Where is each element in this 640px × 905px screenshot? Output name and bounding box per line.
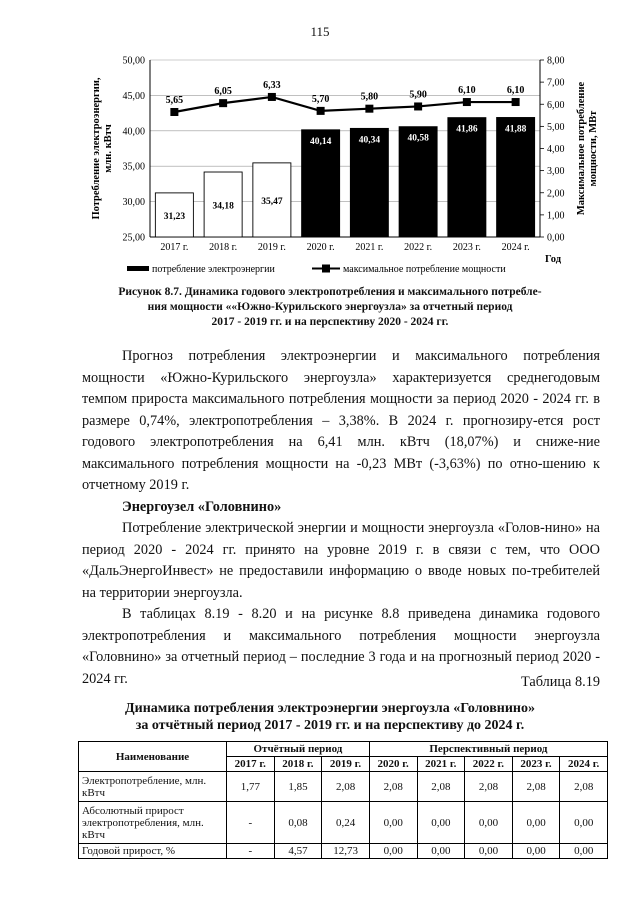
- y-left-tick-label: 45,00: [122, 90, 145, 102]
- y-right-tick-label: 8,00: [547, 55, 565, 67]
- table-cell: 0,00: [512, 802, 560, 844]
- table-cell: 0,00: [465, 844, 513, 859]
- bar-value-label: 40,58: [407, 133, 429, 144]
- y-right-tick-label: 1,00: [547, 210, 565, 222]
- table-title: [60, 700, 600, 734]
- table-cell: 0,00: [465, 802, 513, 844]
- line-value-label: 6,33: [263, 79, 281, 91]
- y-right-tick-label: 0,00: [547, 232, 565, 244]
- line-value-label: 6,10: [458, 85, 476, 97]
- table-cell: 0,24: [322, 802, 370, 844]
- y-left-tick-label: 50,00: [122, 55, 145, 67]
- x-tick-label: 2018 г.: [209, 242, 238, 253]
- table-title-line-2: за отчётный период 2017 - 2019 гг. и на перспективу до 2024 г.: [135, 718, 525, 733]
- bar: [497, 117, 535, 237]
- row-name: Электропотребление, млн. кВтч: [79, 772, 227, 802]
- line-value-label: 6,10: [506, 85, 525, 97]
- table-label: Таблица 8.19: [520, 674, 600, 690]
- y-right-tick-label: 6,00: [547, 99, 565, 111]
- table-row: [79, 844, 608, 859]
- table-header-row: [79, 742, 608, 757]
- figure-caption: [60, 285, 600, 330]
- section-heading: Энергоузел «Головнино»: [122, 498, 282, 515]
- table-cell: 0,08: [274, 802, 322, 844]
- bar-value-label: 40,34: [358, 135, 381, 146]
- power-marker: [170, 108, 178, 116]
- table-title-line-1: Динамика потребления электроэнергии энергоузла «Головнино»: [125, 701, 535, 716]
- row-name: Годовой прирост, %: [79, 844, 227, 859]
- x-tick-label: 2023 г.: [452, 242, 481, 253]
- year-header: 2017 г.: [227, 757, 275, 772]
- table-cell: 4,57: [274, 844, 322, 859]
- line-value-label: 6,05: [214, 86, 232, 98]
- table-cell: 1,85: [274, 772, 322, 802]
- table-cell: 0,00: [417, 844, 465, 859]
- table-cell: 2,08: [417, 772, 465, 802]
- paragraph-golovnino: Потребление электрической энергии и мощности энергоузла «Голов-нино» на период 2020 - 2024 гг. принято на уровне 2019 г. в связи с тем, что ООО «ДальЭнергоИнвест» не предоставили информацию о вводе новых по-требителей на территории энергоузла.: [82, 520, 600, 601]
- bar-value-label: 34,18: [212, 201, 234, 212]
- power-marker: [365, 105, 373, 113]
- table-cell: 2,08: [512, 772, 560, 802]
- y-left-tick-label: 40,00: [122, 126, 145, 138]
- energy-chart: [0, 0, 640, 285]
- row-name: Абсолютный прирост электропотребления, млн. кВтч: [79, 802, 227, 844]
- consumption-table: [78, 741, 608, 859]
- caption-line-1: Рисунок 8.7. Динамика годового электропотребления и максимального потребле-: [118, 286, 542, 298]
- bar: [448, 118, 486, 237]
- line-value-label: 5,80: [360, 91, 379, 103]
- y-left-tick-label: 35,00: [122, 161, 145, 173]
- year-header: 2018 г.: [274, 757, 322, 772]
- table-cell: 2,08: [322, 772, 370, 802]
- table-row: [79, 772, 608, 802]
- table-cell: 0,00: [417, 802, 465, 844]
- x-tick-label: 2020 г.: [306, 242, 335, 253]
- y-left-axis-title-part: Потребление электроэнергии,: [91, 77, 102, 220]
- year-header: 2020 г.: [369, 757, 417, 772]
- year-header: 2024 г.: [560, 757, 608, 772]
- table-cell: -: [227, 802, 275, 844]
- bar-value-label: 41,86: [456, 124, 478, 135]
- bar-value-label: 41,88: [504, 124, 527, 135]
- caption-line-3: 2017 - 2019 гг. и на перспективу 2020 - 2024 гг.: [211, 316, 449, 328]
- y-left-tick-label: 25,00: [122, 232, 145, 244]
- legend-bar-swatch: [127, 266, 149, 271]
- table-cell: 2,08: [369, 772, 417, 802]
- y-left-axis-title-part: млн. кВтч: [103, 124, 114, 173]
- paragraph-tables: В таблицах 8.19 - 8.20 и на рисунке 8.8 приведена динамика годового электропотребления и максимального потребления мощности энергоузла «Головнино» за отчетный период – последние 3 года и на прогнозный период 2020 - 2024 гг.: [82, 606, 600, 687]
- bar-value-label: 35,47: [261, 196, 283, 207]
- table-cell: 2,08: [465, 772, 513, 802]
- x-tick-label: 2019 г.: [257, 242, 286, 253]
- y-right-tick-label: 4,00: [547, 144, 565, 155]
- y-right-tick-label: 5,00: [547, 121, 565, 133]
- year-header: 2023 г.: [512, 757, 560, 772]
- table-cell: 2,08: [560, 772, 608, 802]
- body-text: [82, 346, 600, 690]
- table-cell: 0,00: [369, 844, 417, 859]
- table-header-name: Наименование: [79, 742, 227, 772]
- legend-line-label: максимальное потребление мощности: [343, 264, 506, 275]
- year-header: 2021 г.: [417, 757, 465, 772]
- table-row: [79, 802, 608, 844]
- y-right-tick-label: 3,00: [547, 166, 565, 178]
- y-left-axis-title: [91, 77, 114, 219]
- table-cell: 0,00: [560, 844, 608, 859]
- year-header: 2022 г.: [465, 757, 513, 772]
- legend-line-marker: [322, 265, 330, 273]
- year-header: 2019 г.: [322, 757, 370, 772]
- legend-bar-label: потребление электроэнергии: [152, 264, 275, 275]
- table-cell: 0,00: [369, 802, 417, 844]
- table-cell: 1,77: [227, 772, 275, 802]
- y-right-tick-label: 2,00: [547, 188, 565, 200]
- y-right-axis-title-part: Максимальное потребление: [576, 81, 587, 216]
- x-tick-label: 2021 г.: [355, 242, 384, 253]
- x-tick-label: 2024 г.: [501, 242, 530, 253]
- power-marker: [414, 102, 422, 110]
- power-marker: [512, 98, 520, 106]
- caption-line-2: ния мощности ««Южно-Курильского энергоузла» за отчетный период: [147, 301, 513, 313]
- power-marker: [317, 107, 325, 115]
- table-cell: 12,73: [322, 844, 370, 859]
- x-tick-label: 2022 г.: [404, 242, 433, 253]
- line-value-label: 5,65: [165, 94, 184, 106]
- page-number: 115: [310, 24, 330, 39]
- line-value-label: 5,90: [409, 89, 427, 101]
- paragraph-forecast: Прогноз потребления электроэнергии и максимального потребления мощности «Южно-Курильского энергоузла» характеризуется среднегодовым темпом прироста максимального потребления мощности за период 2020 - 2024 гг. в размере 0,74%, электропотребления – 3,38%. В 2024 г. прогнозиру-ется рост годового электропотребления на 6,41 млн. кВтч (18,07%) и сниже-ние максимального потребления мощности на -0,23 МВт (-3,63%) по отно-шению к отчетному 2019 г.: [82, 348, 600, 493]
- power-marker: [463, 98, 471, 106]
- table-cell: -: [227, 844, 275, 859]
- y-right-tick-label: 7,00: [547, 77, 565, 89]
- line-value-label: 5,70: [311, 93, 330, 105]
- x-tick-label: 2017 г.: [160, 242, 189, 253]
- table-cell: 0,00: [512, 844, 560, 859]
- x-axis-title: Год: [545, 254, 562, 265]
- table-cell: 0,00: [560, 802, 608, 844]
- power-marker: [268, 93, 276, 101]
- y-left-tick-label: 30,00: [122, 197, 145, 209]
- power-marker: [219, 99, 227, 107]
- bar-value-label: 31,23: [163, 211, 186, 222]
- table-header-reported: Отчётный период: [227, 742, 370, 757]
- y-right-axis-title: [576, 81, 599, 215]
- y-right-axis-title-part: мощности, МВт: [588, 110, 599, 187]
- bar-value-label: 40,14: [309, 136, 332, 147]
- table-header-forecast: Перспективный период: [369, 742, 607, 757]
